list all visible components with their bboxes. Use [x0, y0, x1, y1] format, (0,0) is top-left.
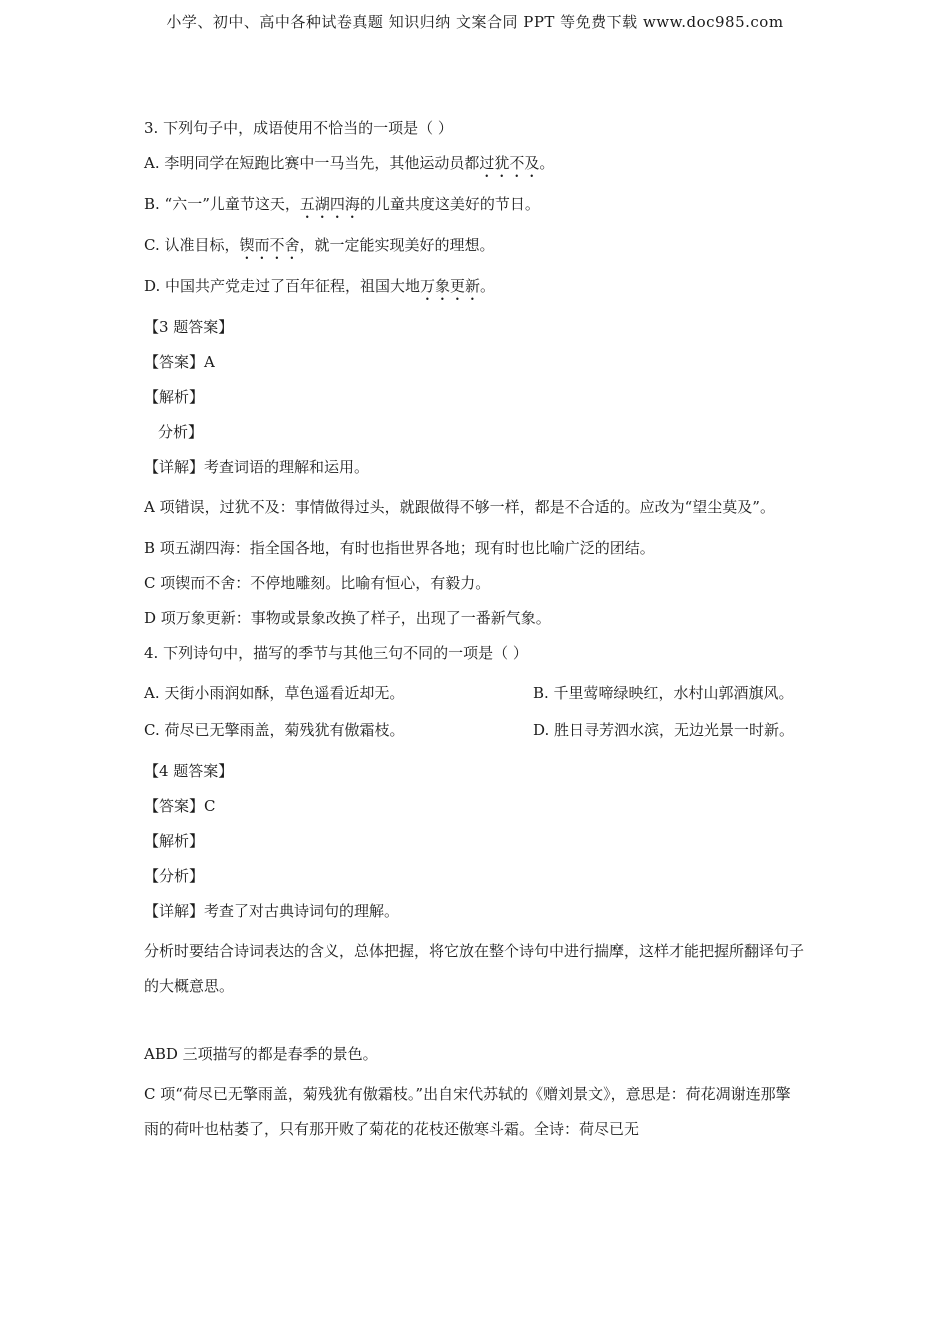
emphasized-idiom: 五湖四海: [299, 195, 360, 213]
q4-analysis: 【解析】: [144, 832, 205, 850]
q4-detail: 【详解】考查了对古典诗词句的理解。: [144, 902, 400, 920]
q3-explain-d: D 项万象更新：事物或景象改换了样子，出现了一番新气象。: [144, 609, 551, 627]
q3-explain-b: B 项五湖四海：指全国各地，有时也指世界各地；现有时也比喻广泛的团结。: [144, 539, 655, 557]
q3-explain-a: A 项错误，过犹不及：事情做得过头，就跟做得不够一样，都是不合适的。应改为“望尘莫及”。: [144, 498, 775, 516]
spacer: [144, 1004, 804, 1042]
q4-option-a: A. 天街小雨润如酥，草色遥看近却无。: [144, 684, 405, 702]
page-header: 小学、初中、高中各种试卷真题 知识归纳 文案合同 PPT 等免费下载 www.doc985.com: [166, 13, 784, 31]
q4-options-ab: [144, 676, 804, 711]
q4-options-cd: [144, 713, 804, 748]
q4-option-c: C. 荷尽已无擎雨盖，菊残犹有傲霜枝。: [144, 721, 405, 739]
document-body: [144, 116, 804, 1147]
q3-explain-c: C 项锲而不舍：不停地雕刻。比喻有恒心，有毅力。: [144, 574, 491, 592]
q3-option-c: C. 认准目标，锲而不舍，就一定能实现美好的理想。: [144, 236, 495, 254]
q4-stem: 4. 下列诗句中，描写的季节与其他三句不同的一项是（ ）: [144, 644, 528, 662]
q4-paragraph-3: C 项“荷尽已无擎雨盖，菊残犹有傲霜枝。”出自宋代苏轼的《赠刘景文》，意思是：荷花凋谢连那擎雨的荷叶也枯萎了，只有那开败了菊花的花枝还傲寒斗霜。全诗：荷尽已无: [144, 1085, 791, 1138]
q4-answer-title: 【4 题答案】: [144, 762, 234, 780]
q3-answer: 【答案】A: [144, 353, 215, 371]
q3-fenxi: 分析】: [158, 423, 204, 441]
q4-answer: 【答案】C: [144, 797, 216, 815]
q3-detail: 【详解】考查词语的理解和运用。: [144, 458, 370, 476]
q4-option-b: B. 千里莺啼绿映红，水村山郭酒旗风。: [533, 684, 794, 702]
q3-option-d: D. 中国共产党走过了百年征程，祖国大地万象更新。: [144, 277, 496, 295]
q4-paragraph-2: ABD 三项描写的都是春季的景色。: [144, 1045, 378, 1063]
q4-fenxi: 【分析】: [144, 867, 205, 885]
q3-analysis: 【解析】: [144, 388, 205, 406]
q3-option-b: B. “六一”儿童节这天，五湖四海的儿童共度这美好的节日。: [144, 195, 540, 213]
emphasized-idiom: 过犹不及: [479, 154, 540, 172]
q4-option-d: D. 胜日寻芳泗水滨，无边光景一时新。: [533, 721, 795, 739]
q3-answer-title: 【3 题答案】: [144, 318, 234, 336]
q3-stem: 3. 下列句子中，成语使用不恰当的一项是（ ）: [144, 119, 453, 137]
q3-option-a: A. 李明同学在短跑比赛中一马当先，其他运动员都过犹不及。: [144, 154, 555, 172]
emphasized-idiom: 万象更新: [420, 277, 481, 295]
q4-paragraph-1: 分析时要结合诗词表达的含义，总体把握，将它放在整个诗句中进行揣摩，这样才能把握所翻译句子的大概意思。: [144, 942, 805, 995]
emphasized-idiom: 锲而不舍: [239, 236, 300, 254]
